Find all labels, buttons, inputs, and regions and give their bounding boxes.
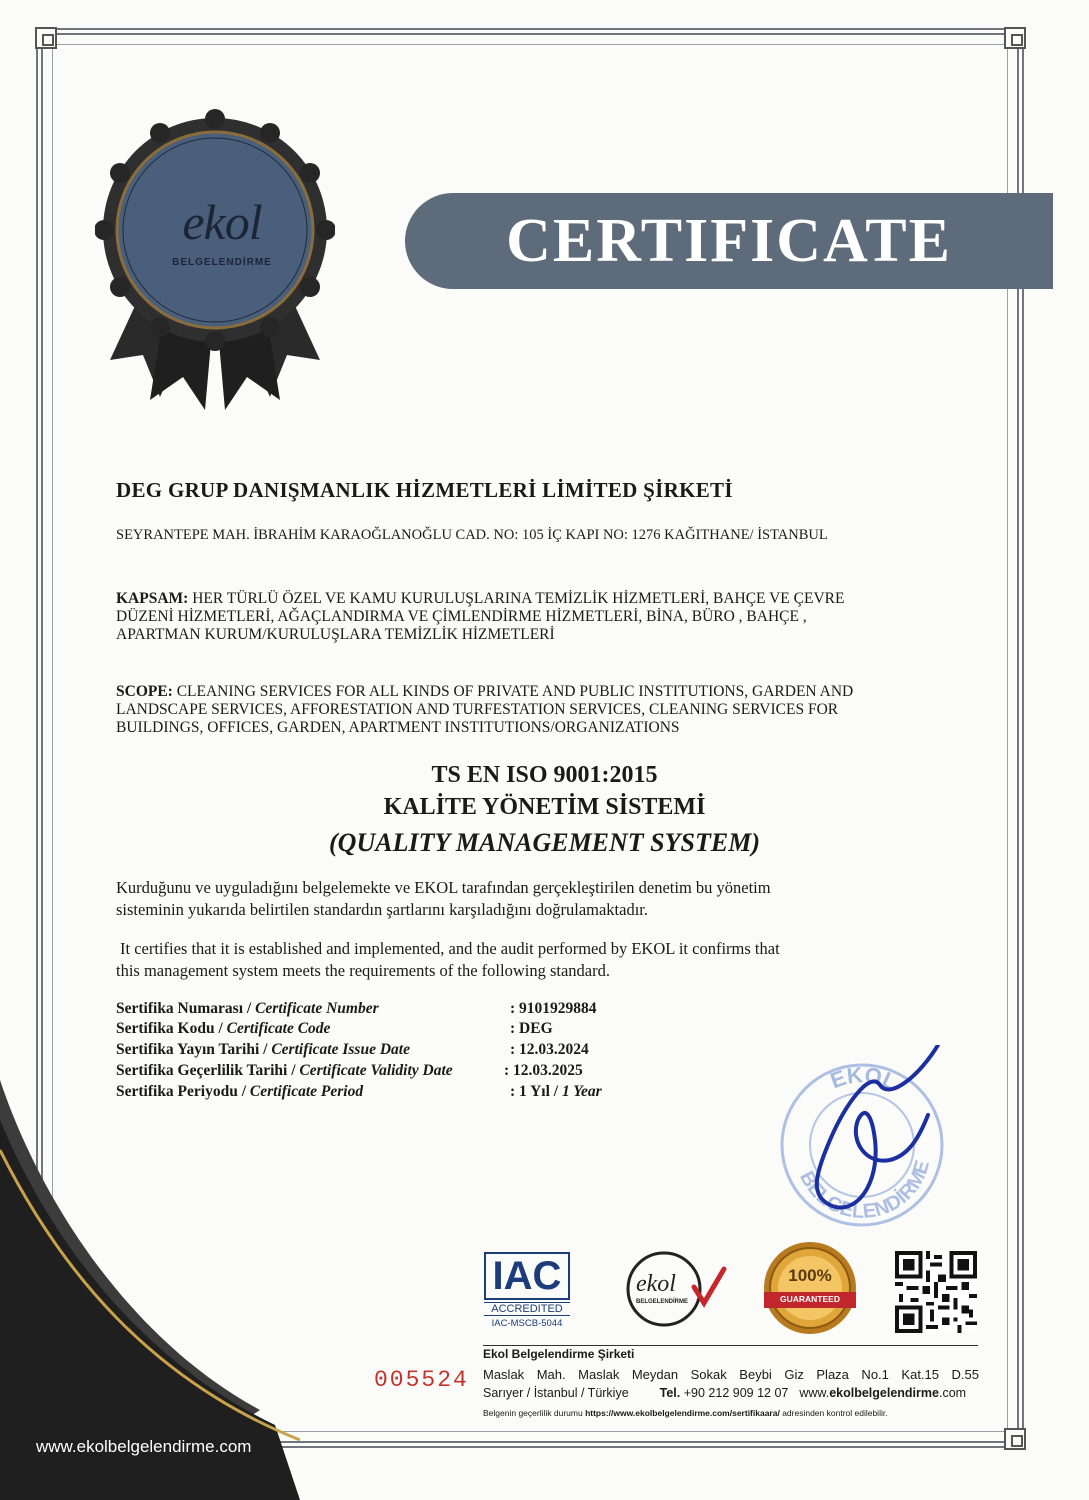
footer-verify [483,1408,888,1418]
footer-verify-text: Belgenin geçerlilik durumu [483,1408,586,1418]
stamp-bottom-text: BELGELENDİRME [795,1157,935,1223]
detail-label-en: Certificate Number [255,1000,379,1017]
kapsam-line: APARTMAN KURUM/KURULUŞLARA TEMİZLİK HİZMETLERİ [116,626,555,643]
detail-value: : 9101929884 [510,1000,597,1017]
footer-web-c: .com [938,1386,967,1400]
footer-verify-link[interactable]: https://www.ekolbelgelendirme.com/sertifikaara/ [585,1408,780,1418]
corner-ornament-tl [35,27,57,49]
footer-company: Ekol Belgelendirme Şirketi [483,1347,635,1361]
scope-line: CLEANING SERVICES FOR ALL KINDS OF PRIVATE AND PUBLIC INSTITUTIONS, GARDEN AND [176,683,854,700]
iac-accredited: ACCREDITED [484,1302,570,1316]
footer-divider [483,1345,978,1346]
footer-contact [483,1386,966,1400]
ekol-logo-sub: BELGELENDİRME [636,1299,689,1305]
guarantee-badge [762,1240,858,1336]
footer-web-a: www. [799,1386,830,1400]
statement-tr [116,877,916,921]
company-name: DEG GRUP DANIŞMANLIK HİZMETLERİ LİMİTED ŞİRKETİ [116,478,733,502]
detail-label: Sertifika Geçerlilik Tarihi / [116,1062,300,1079]
detail-label: Sertifika Kodu / [116,1020,227,1037]
guarantee-label: GUARANTEED [780,1294,840,1304]
detail-value: : 12.03.2025 [504,1062,583,1079]
standard-name-tr: KALİTE YÖNETİM SİSTEMİ [383,794,706,820]
ekol-logo [624,1247,728,1331]
corner-ornament-br [1004,1428,1026,1450]
ekol-stamp [770,1045,950,1235]
statement-en [116,938,920,982]
ekol-seal [95,105,335,425]
footer-tel: +90 212 909 12 07 [683,1386,789,1400]
stamp-top-text: EKOL [827,1062,901,1095]
seal-logo-sub: BELGELENDİRME [172,257,272,268]
guarantee-percent: 100% [788,1266,832,1285]
standard-code: TS EN ISO 9001:2015 [431,762,658,788]
kapsam-line: DÜZENİ HİZMETLERİ, AĞAÇLANDIRMA VE ÇİMLENDİRME HİZMETLERİ, BİNA, BÜRO , BAHÇE , [116,608,807,625]
certificate-title: CERTIFICATE [506,207,952,275]
kapsam-label: KAPSAM: [116,590,189,607]
footer-verify-text: adresinden kontrol edilebilir. [779,1408,888,1418]
qr-code-icon [895,1250,977,1334]
detail-value-tr: : 1 Yıl / [510,1083,562,1100]
qr-code[interactable] [895,1250,977,1334]
scope-line: BUILDINGS, OFFICES, GARDEN, APARTMENT INSTITUTIONS/ORGANIZATIONS [116,719,680,736]
seal-logo-text: ekol [182,194,262,250]
website-url[interactable]: www.ekolbelgelendirme.com [36,1437,252,1456]
scope-block [116,683,916,737]
footer-city: Sarıyer / İstanbul / Türkiye [483,1386,629,1400]
company-address: SEYRANTEPE MAH. İBRAHİM KARAOĞLANOĞLU CAD. NO: 105 İÇ KAPI NO: 1276 KAĞITHANE/ İSTANBUL [116,527,828,543]
kapsam-line: HER TÜRLÜ ÖZEL VE KAMU KURULUŞLARINA TEMİZLİK HİZMETLERİ, BAHÇE VE ÇEVRE [192,590,845,607]
detail-label-en: Certificate Code [226,1020,331,1037]
serial-number: 005524 [374,1367,469,1393]
detail-value: : DEG [510,1020,553,1037]
footer-address: Maslak Mah. Maslak Meydan Sokak Beybi Giz Plaza No.1 Kat.15 D.55 [483,1367,979,1382]
detail-label-en: Certificate Period [249,1083,364,1100]
statement-line: this management system meets the requirements of the following standard. [116,961,610,980]
iac-mark: IAC [484,1252,570,1300]
detail-value: : 12.03.2024 [510,1041,589,1058]
statement-line: Kurduğunu ve uyguladığını belgelemekte ve EKOL tarafından gerçekleştirilen denetim bu yönetim [116,878,771,897]
ekol-logo-text: ekol [636,1271,676,1297]
detail-value-en: 1 Year [561,1083,602,1100]
stamp-signature-icon [770,1045,950,1235]
standard-name-en: (QUALITY MANAGEMENT SYSTEM) [329,828,760,857]
statement-line: It certifies that it is established and implemented, and the audit performed by EKOL it confirms that [120,939,780,958]
detail-label: Sertifika Numarası / [116,1000,256,1017]
iac-accreditation-logo [484,1252,572,1332]
kapsam-block [116,590,916,644]
detail-label-en: Certificate Validity Date [299,1062,453,1079]
guarantee-seal-icon [762,1240,858,1336]
detail-label: Sertifika Periyodu / [116,1083,250,1100]
scope-line: LANDSCAPE SERVICES, AFFORESTATION AND TURFESTATION SERVICES, CLEANING SERVICES FOR [116,701,839,718]
scope-label: SCOPE: [116,683,173,700]
statement-line: sisteminin yukarıda belirtilen standardın şartlarını karşıladığını doğrulamaktadır. [116,900,648,919]
iac-code: IAC-MSCB-5044 [491,1318,563,1329]
corner-ornament-tr [1004,27,1026,49]
detail-label: Sertifika Yayın Tarihi / [116,1041,272,1058]
detail-label-en: Certificate Issue Date [271,1041,410,1058]
footer-web-b: ekolbelgelendirme [829,1386,939,1400]
certificate-banner [405,193,1053,289]
footer-tel-label: Tel. [659,1386,681,1400]
footer-web[interactable] [799,1386,966,1400]
detail-value [510,1083,602,1101]
